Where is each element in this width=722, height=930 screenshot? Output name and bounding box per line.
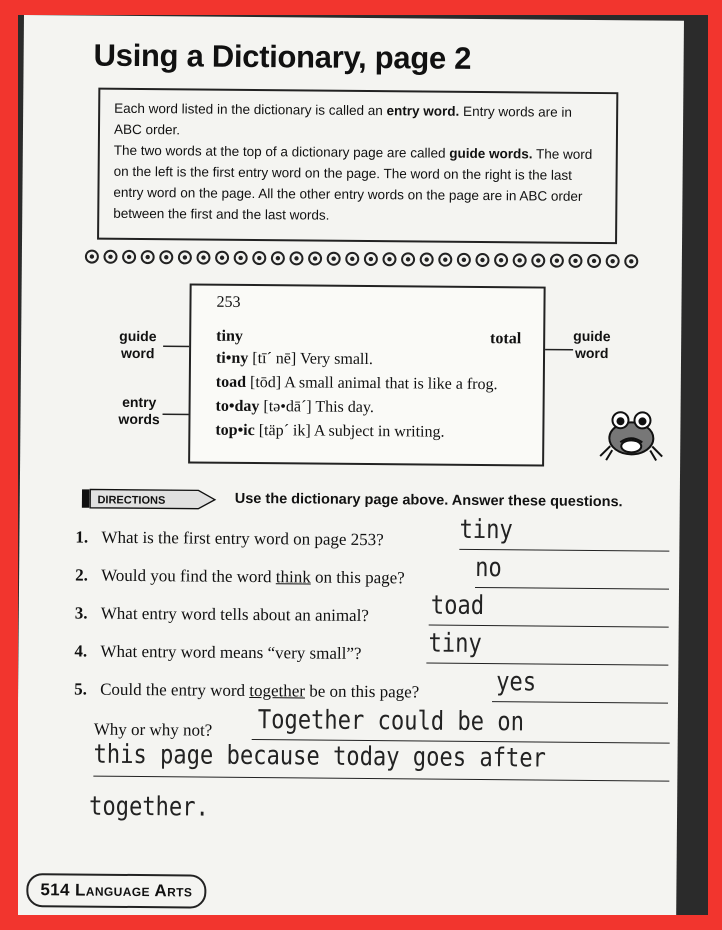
directions-tag-shape: [75, 487, 225, 510]
question-text: What is the first entry word on page 253?: [101, 527, 384, 550]
answer-line: [429, 625, 669, 628]
guide-word-right: total: [490, 330, 522, 348]
handwritten-answer: this page because today goes after: [93, 739, 547, 774]
callout-text: word: [574, 344, 609, 362]
handwritten-answer: tiny: [459, 514, 513, 546]
dictionary-entry: [216, 398, 374, 417]
question-text: on this page?: [310, 567, 405, 588]
question-text: What entry word tells about an animal?: [100, 603, 369, 626]
question-5: [74, 679, 419, 702]
entry-definition: A small animal that is like a frog.: [284, 374, 498, 394]
callout-text: words: [118, 410, 160, 428]
directions-tag: DIRECTIONS: [97, 494, 166, 507]
guide-word-left: tiny: [216, 327, 243, 345]
handwritten-answer: toad: [430, 590, 485, 622]
callout-text: guide: [573, 327, 611, 345]
entry-pronunciation: [täp´ ik]: [258, 422, 311, 440]
question-number: 2.: [75, 565, 88, 585]
entry-word: toad: [215, 373, 247, 391]
question-1: [75, 527, 383, 550]
entry-word: to•day: [215, 397, 260, 416]
dictionary-entry: [216, 350, 373, 369]
question-number: 4.: [74, 641, 88, 661]
dictionary-page-sample: [188, 283, 546, 466]
entry-pronunciation: [tə•dā´]: [263, 398, 312, 416]
entry-definition: This day.: [315, 398, 374, 417]
question-3: [75, 603, 369, 626]
handwritten-answer: Together could be on: [257, 705, 525, 738]
underlined-word: think: [275, 567, 311, 587]
handwritten-answer: tiny: [428, 628, 482, 660]
dictionary-page-number: 253: [216, 293, 241, 311]
answer-line: [459, 549, 669, 552]
entry-pronunciation: [tī´ nē]: [252, 350, 297, 368]
answer-line: [93, 776, 669, 782]
callout-text: guide: [119, 327, 157, 345]
definition-text: The two words at the top of a dictionary page are called: [113, 142, 450, 161]
frog-icon: [598, 402, 665, 463]
entry-definition: A subject in writing.: [313, 422, 445, 441]
question-text: be on this page?: [304, 681, 420, 702]
directions-row: [75, 487, 675, 522]
page-title: Using a Dictionary, page 2: [93, 37, 472, 76]
definition-term: guide words.: [449, 145, 533, 162]
underlined-word: together: [249, 680, 306, 701]
entry-pronunciation: [tōd]: [249, 373, 282, 392]
answer-line: [426, 663, 668, 666]
worksheet-page: [18, 15, 684, 915]
callout-text: entry: [122, 393, 157, 411]
question-text: Could the entry word: [100, 679, 250, 700]
footer-page-label: [26, 873, 206, 909]
handwritten-answer: yes: [496, 667, 537, 698]
question-text: Would you find the word: [101, 565, 276, 587]
footer-section: Language Arts: [74, 880, 193, 901]
directions-text: Use the dictionary page above. Answer these questions.: [234, 490, 623, 511]
footer-page-number: 514: [40, 880, 71, 900]
definition-text: Entry words are in ABC order.: [113, 103, 572, 138]
question-4: [74, 641, 361, 664]
callout-text: word: [120, 344, 155, 362]
answer-line: [475, 587, 669, 590]
question-number: 3.: [74, 603, 88, 623]
definition-term: entry word.: [386, 103, 460, 119]
definition-text: The word on the left is the first entry word on the page. The word on the right is the last entry word on the page. All the other entry words on the page are in ABC order between the first and the last words.: [113, 146, 593, 223]
handwritten-answer: no: [475, 552, 502, 584]
question-2: [75, 565, 405, 588]
question-text: What entry word means “very small”?: [100, 641, 362, 663]
entry-word: top•ic: [215, 421, 255, 440]
entry-word: ti•ny: [215, 349, 249, 367]
definition-text: Each word listed in the dictionary is called an: [114, 100, 387, 119]
handwritten-answer: together.: [88, 791, 209, 823]
why-label: Why or why not?: [93, 719, 213, 740]
entry-definition: Very small.: [299, 350, 373, 369]
answer-line: [492, 701, 668, 704]
question-number: 1.: [75, 527, 89, 547]
question-number: 5.: [74, 679, 87, 699]
dictionary-entry: [216, 374, 498, 394]
dictionary-entry: [215, 422, 444, 442]
photo-frame: [18, 15, 708, 915]
